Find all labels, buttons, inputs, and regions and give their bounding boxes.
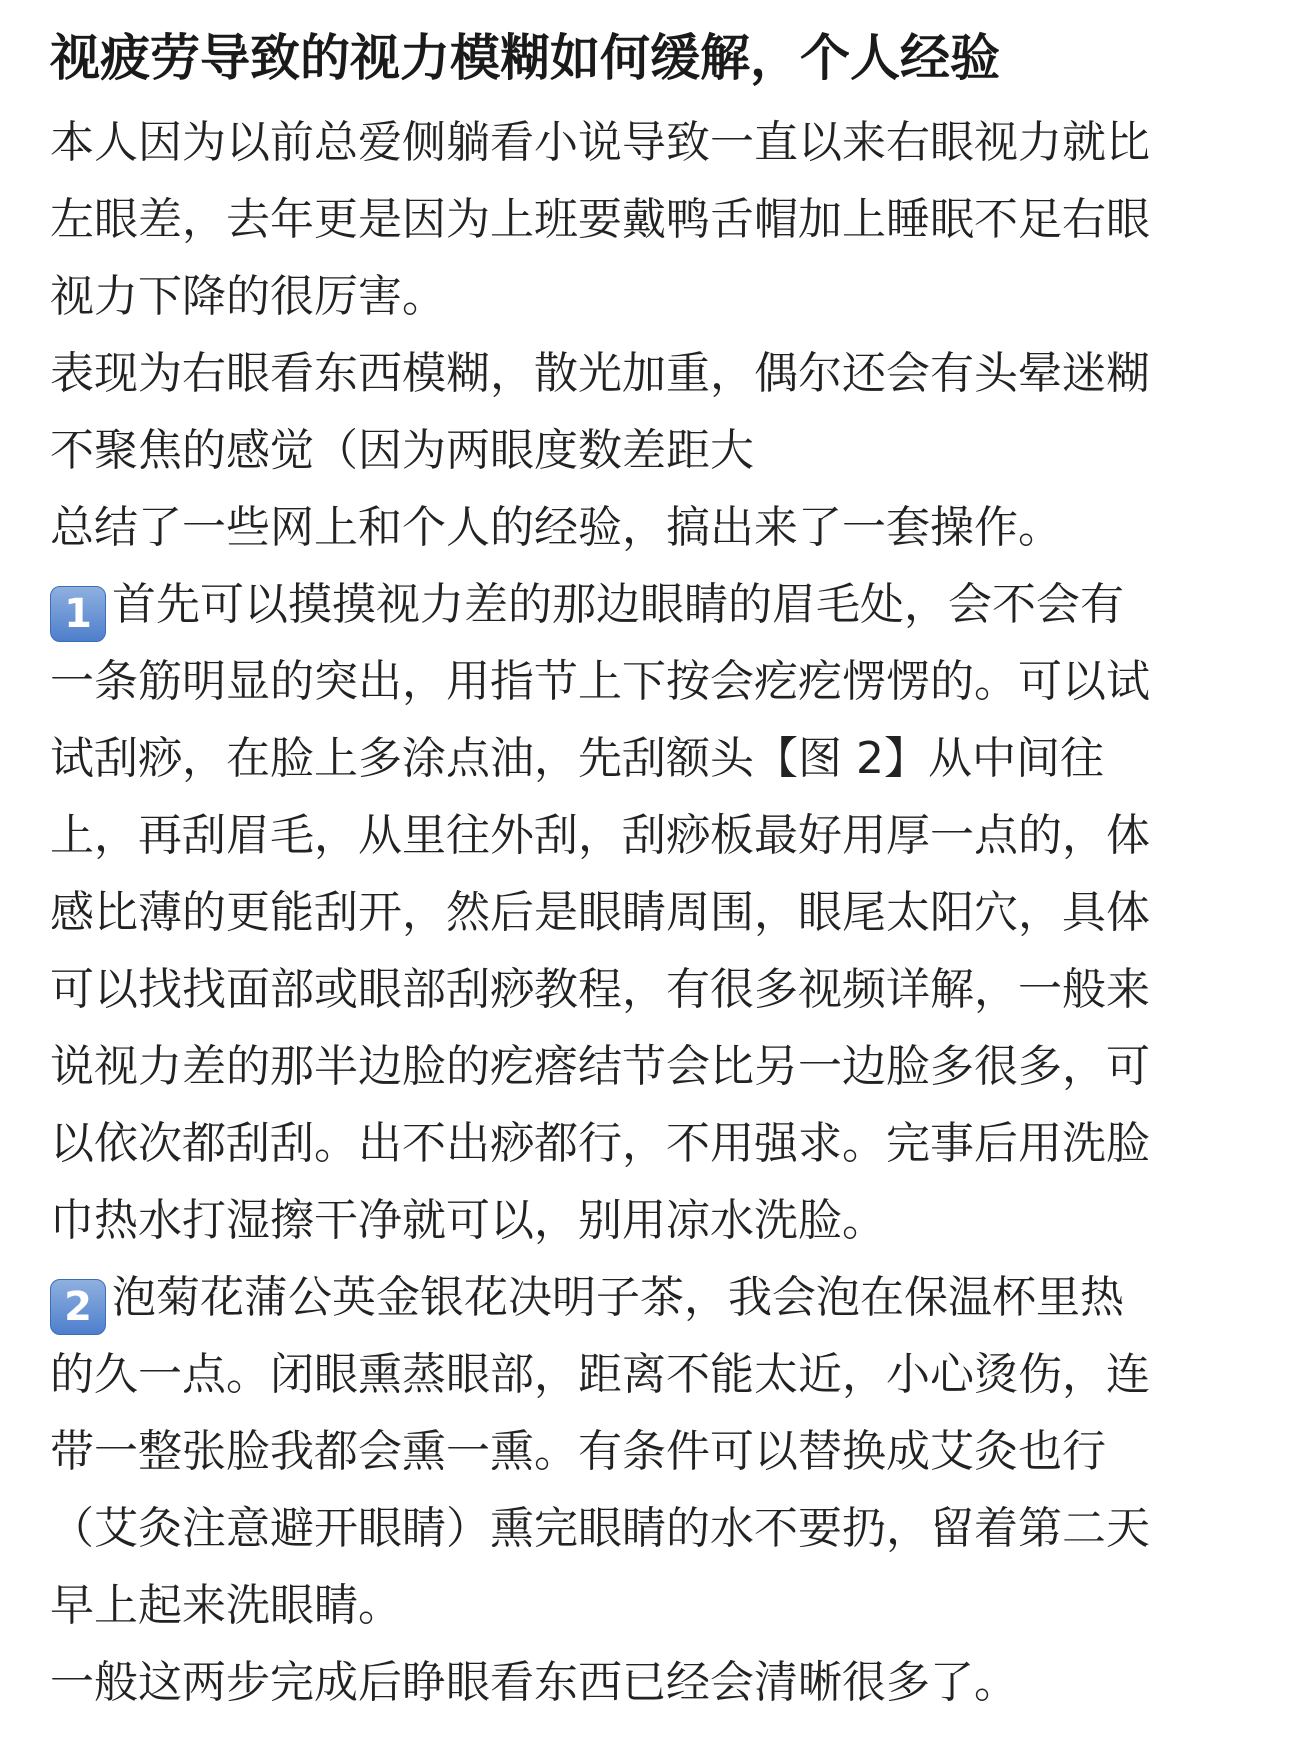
- paragraph-line: 上，再刮眉毛，从里往外刮，刮痧板最好用厚一点的，体: [50, 810, 1150, 861]
- paragraph-line: 以依次都刮刮。出不出痧都行，不用强求。完事后用洗脸: [50, 1118, 1150, 1169]
- keycap-2-icon: 2: [50, 1279, 106, 1335]
- paragraph-line: 视力下降的很厉害。: [50, 271, 446, 322]
- paragraph-line: 总结了一些网上和个人的经验，搞出来了一套操作。: [50, 502, 1062, 553]
- step-1-line: [50, 566, 1240, 643]
- paragraph-line: 本人因为以前总爱侧躺看小说导致一直以来右眼视力就比: [50, 117, 1150, 168]
- paragraph-line: 一般这两步完成后睁眼看东西已经会清晰很多了。: [50, 1657, 1018, 1708]
- paragraph-line: 带一整张脸我都会熏一熏。有条件可以替换成艾灸也行: [50, 1426, 1106, 1477]
- step-1-text: 首先可以摸摸视力差的那边眼睛的眉毛处，会不会有: [112, 579, 1124, 630]
- article-body: [50, 104, 1240, 1721]
- paragraph-line: 可以找找面部或眼部刮痧教程，有很多视频详解，一般来: [50, 964, 1150, 1015]
- paragraph-line: 的久一点。闭眼熏蒸眼部，距离不能太近，小心烫伤，连: [50, 1349, 1150, 1400]
- keycap-1-icon: 1: [50, 586, 106, 642]
- paragraph-line: 感比薄的更能刮开，然后是眼睛周围，眼尾太阳穴，具体: [50, 887, 1150, 938]
- article-title: 视疲劳导致的视力模糊如何缓解，个人经验: [50, 29, 1000, 87]
- paragraph-line: 巾热水打湿擦干净就可以，别用凉水洗脸。: [50, 1195, 886, 1246]
- paragraph-line: 表现为右眼看东西模糊，散光加重，偶尔还会有头晕迷糊: [50, 348, 1150, 399]
- paragraph-line: 不聚焦的感觉（因为两眼度数差距大: [50, 425, 754, 476]
- step-2-line: [50, 1259, 1240, 1336]
- paragraph-line: 早上起来洗眼睛。: [50, 1580, 402, 1631]
- paragraph-line: 试刮痧，在脸上多涂点油，先刮额头【图 2】从中间往: [50, 733, 1104, 784]
- paragraph-line: 一条筋明显的突出，用指节上下按会疙疙愣愣的。可以试: [50, 656, 1150, 707]
- paragraph-line: 说视力差的那半边脸的疙瘩结节会比另一边脸多很多，可: [50, 1041, 1150, 1092]
- paragraph-line: （艾灸注意避开眼睛）熏完眼睛的水不要扔，留着第二天: [50, 1503, 1150, 1554]
- paragraph-line: 左眼差，去年更是因为上班要戴鸭舌帽加上睡眠不足右眼: [50, 194, 1150, 245]
- step-2-text: 泡菊花蒲公英金银花决明子茶，我会泡在保温杯里热: [112, 1272, 1124, 1323]
